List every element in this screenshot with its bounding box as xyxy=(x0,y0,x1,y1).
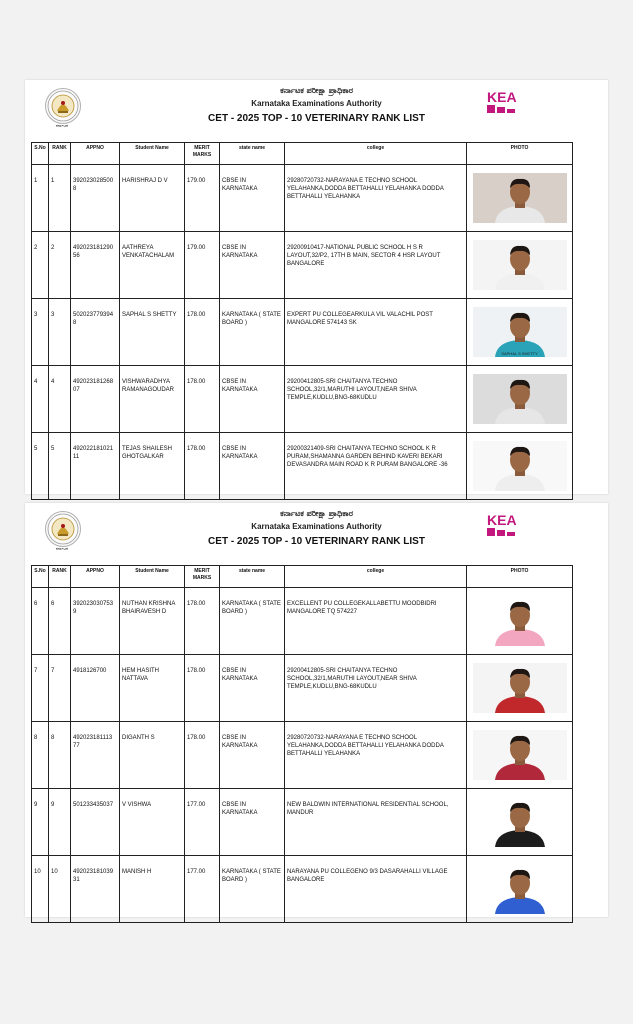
serial-number-cell: 7 xyxy=(32,655,49,722)
column-header: APPNO xyxy=(71,143,120,165)
column-header: APPNO xyxy=(71,566,120,588)
column-header: PHOTO xyxy=(467,566,573,588)
student-name-cell: HARISHRAJ D V xyxy=(120,165,185,232)
student-photo xyxy=(473,730,567,780)
table-row xyxy=(32,433,573,500)
student-name-cell: SAPHAL S SHETTY xyxy=(120,299,185,366)
serial-number-cell: 4 xyxy=(32,366,49,433)
column-header: PHOTO xyxy=(467,143,573,165)
page-header xyxy=(25,503,608,565)
rank-cell: 5 xyxy=(49,433,71,500)
merit-marks-cell: 178.00 xyxy=(185,366,220,433)
merit-marks-cell: 178.00 xyxy=(185,299,220,366)
student-name-cell: MANISH H xyxy=(120,856,185,923)
rank-list-title: CET - 2025 TOP - 10 VETERINARY RANK LIST xyxy=(208,536,425,547)
college-cell: EXPERT PU COLLEGEARKULA VIL VALACHIL POST MANGALORE 574143 SK xyxy=(285,299,467,366)
table-row xyxy=(32,856,573,923)
state-name-cell: CBSE IN KARNATAKA xyxy=(220,722,285,789)
student-name-cell: AATHREYA VENKATACHALAM xyxy=(120,232,185,299)
table-row xyxy=(32,789,573,856)
authority-title: Karnataka Examinations Authority xyxy=(251,99,382,108)
column-header: college xyxy=(285,143,467,165)
page-header xyxy=(25,80,608,142)
column-header: Student Name xyxy=(120,566,185,588)
college-cell: NARAYANA PU COLLEGENO 9/3 DASARAHALLI VILLAGE BANGALORE xyxy=(285,856,467,923)
state-name-cell: KARNATAKA ( STATE BOARD ) xyxy=(220,588,285,655)
student-photo xyxy=(473,173,567,223)
serial-number-cell: 1 xyxy=(32,165,49,232)
rank-cell: 8 xyxy=(49,722,71,789)
table-header-row xyxy=(32,143,573,165)
college-cell: 29200321409-SRI CHAITANYA TECHNO SCHOOL K R PURAM,SHAMANNA GARDEN BEHIND KAVERI BEKARI DEVASANDRA MAIN ROAD K R PURAM BANGALORE -36 xyxy=(285,433,467,500)
student-photo xyxy=(473,596,567,646)
rank-cell: 2 xyxy=(49,232,71,299)
photo-cell xyxy=(467,856,573,923)
application-number-cell: 492023181290 56 xyxy=(71,232,120,299)
kea-logo-text: KEA xyxy=(487,512,517,528)
college-cell: 29200412805-SRI CHAITANYA TECHNO SCHOOL,32/1,MARUTHI LAYOUT,NEAR SHIVA TEMPLE,KUDLU,BNG-68KUDLU xyxy=(285,655,467,722)
kannada-authority-title: ಕರ್ನಾಟಕ ಪರೀಕ್ಷಾ ಪ್ರಾಧಿಕಾರ xyxy=(280,509,353,518)
rank-cell: 7 xyxy=(49,655,71,722)
serial-number-cell: 2 xyxy=(32,232,49,299)
photo-cell xyxy=(467,299,573,366)
kea-logo xyxy=(485,511,525,537)
state-name-cell: CBSE IN KARNATAKA xyxy=(220,165,285,232)
seal-caption: ಕರ್ನಾಟಕ xyxy=(56,123,68,128)
photo-cell xyxy=(467,366,573,433)
state-name-cell: CBSE IN KARNATAKA xyxy=(220,232,285,299)
student-name-cell: TEJAS SHAILESH GHOTGALKAR xyxy=(120,433,185,500)
merit-marks-cell: 178.00 xyxy=(185,655,220,722)
college-cell: 29280720732-NARAYANA E TECHNO SCHOOL YELAHANKA,DODDA BETTAHALLI YELAHANKA DODDA BETTAHALLI YELAHANKA xyxy=(285,722,467,789)
photo-cell xyxy=(467,588,573,655)
student-name-cell: V VISHWA xyxy=(120,789,185,856)
column-header: S.No xyxy=(32,143,49,165)
state-name-cell: CBSE IN KARNATAKA xyxy=(220,366,285,433)
rank-list-page-1 xyxy=(25,80,608,494)
state-name-cell: CBSE IN KARNATAKA xyxy=(220,433,285,500)
photo-cell xyxy=(467,722,573,789)
college-cell: NEW BALDWIN INTERNATIONAL RESIDENTIAL SCHOOL, MANDUR xyxy=(285,789,467,856)
student-photo xyxy=(473,663,567,713)
kannada-authority-title: ಕರ್ನಾಟಕ ಪರೀಕ್ಷಾ ಪ್ರಾಧಿಕಾರ xyxy=(280,86,353,95)
photo-caption: SAPHAL S SHETTY xyxy=(501,350,538,356)
table-row xyxy=(32,366,573,433)
rank-cell: 9 xyxy=(49,789,71,856)
serial-number-cell: 9 xyxy=(32,789,49,856)
serial-number-cell: 6 xyxy=(32,588,49,655)
authority-title: Karnataka Examinations Authority xyxy=(251,522,382,531)
serial-number-cell: 3 xyxy=(32,299,49,366)
table-header-row xyxy=(32,566,573,588)
student-name-cell: HEM HASITH NATTAVA xyxy=(120,655,185,722)
column-header: college xyxy=(285,566,467,588)
rank-list-title: CET - 2025 TOP - 10 VETERINARY RANK LIST xyxy=(208,113,425,124)
serial-number-cell: 8 xyxy=(32,722,49,789)
application-number-cell: 492023181113 77 xyxy=(71,722,120,789)
kea-logo xyxy=(485,88,525,114)
application-number-cell: 492023181039 31 xyxy=(71,856,120,923)
student-photo xyxy=(473,797,567,847)
column-header: state name xyxy=(220,566,285,588)
application-number-cell: 392023028500 8 xyxy=(71,165,120,232)
rank-cell: 3 xyxy=(49,299,71,366)
serial-number-cell: 5 xyxy=(32,433,49,500)
college-cell: EXCELLENT PU COLLEGEKALLABETTU MOODBIDRI MANGALORE TQ 574227 xyxy=(285,588,467,655)
column-header: S.No xyxy=(32,566,49,588)
merit-marks-cell: 178.00 xyxy=(185,433,220,500)
rank-cell: 6 xyxy=(49,588,71,655)
column-header: RANK xyxy=(49,143,71,165)
rank-table xyxy=(31,142,573,500)
rank-cell: 10 xyxy=(49,856,71,923)
photo-cell xyxy=(467,165,573,232)
application-number-cell: 502023779394 8 xyxy=(71,299,120,366)
photo-cell xyxy=(467,433,573,500)
college-cell: 29200412805-SRI CHAITANYA TECHNO SCHOOL,32/1,MARUTHI LAYOUT,NEAR SHIVA TEMPLE,KUDLU,BNG-68KUDLU xyxy=(285,366,467,433)
college-cell: 29280720732-NARAYANA E TECHNO SCHOOL YELAHANKA,DODDA BETTAHALLI YELAHANKA DODDA BETTAHALLI YELAHANKA xyxy=(285,165,467,232)
application-number-cell: 492023181268 07 xyxy=(71,366,120,433)
table-row xyxy=(32,588,573,655)
rank-cell: 4 xyxy=(49,366,71,433)
merit-marks-cell: 178.00 xyxy=(185,722,220,789)
table-row xyxy=(32,299,573,366)
merit-marks-cell: 178.00 xyxy=(185,588,220,655)
application-number-cell: 4918126700 xyxy=(71,655,120,722)
application-number-cell: 492022181021 11 xyxy=(71,433,120,500)
photo-cell xyxy=(467,655,573,722)
rank-table xyxy=(31,565,573,923)
merit-marks-cell: 179.00 xyxy=(185,232,220,299)
state-name-cell: CBSE IN KARNATAKA xyxy=(220,789,285,856)
seal-caption: ಕರ್ನಾಟಕ xyxy=(56,546,68,551)
merit-marks-cell: 179.00 xyxy=(185,165,220,232)
table-row xyxy=(32,722,573,789)
table-row xyxy=(32,655,573,722)
application-number-cell: 392023030753 9 xyxy=(71,588,120,655)
table-row xyxy=(32,232,573,299)
application-number-cell: 501233435037 xyxy=(71,789,120,856)
photo-cell xyxy=(467,232,573,299)
column-header: state name xyxy=(220,143,285,165)
serial-number-cell: 10 xyxy=(32,856,49,923)
photo-cell xyxy=(467,789,573,856)
student-name-cell: DIGANTH S xyxy=(120,722,185,789)
student-name-cell: NUTHAN KRISHNA BHAIRAVESH D xyxy=(120,588,185,655)
rank-cell: 1 xyxy=(49,165,71,232)
state-name-cell: CBSE IN KARNATAKA xyxy=(220,655,285,722)
college-cell: 29200910417-NATIONAL PUBLIC SCHOOL H S R LAYOUT,32/P2, 17TH B MAIN, SECTOR 4 HSR LAYOUT BANGALORE xyxy=(285,232,467,299)
kea-logo-text: KEA xyxy=(487,89,517,105)
student-photo xyxy=(473,307,567,357)
column-header: MERIT MARKS xyxy=(185,566,220,588)
rank-list-page-2 xyxy=(25,503,608,917)
student-photo xyxy=(473,441,567,491)
table-row xyxy=(32,165,573,232)
column-header: RANK xyxy=(49,566,71,588)
merit-marks-cell: 177.00 xyxy=(185,856,220,923)
student-photo xyxy=(473,240,567,290)
state-name-cell: KARNATAKA ( STATE BOARD ) xyxy=(220,299,285,366)
merit-marks-cell: 177.00 xyxy=(185,789,220,856)
student-name-cell: VISHWARADHYA RAMANAGOUDAR xyxy=(120,366,185,433)
student-photo xyxy=(473,374,567,424)
column-header: MERIT MARKS xyxy=(185,143,220,165)
student-photo xyxy=(473,864,567,914)
state-name-cell: KARNATAKA ( STATE BOARD ) xyxy=(220,856,285,923)
column-header: Student Name xyxy=(120,143,185,165)
